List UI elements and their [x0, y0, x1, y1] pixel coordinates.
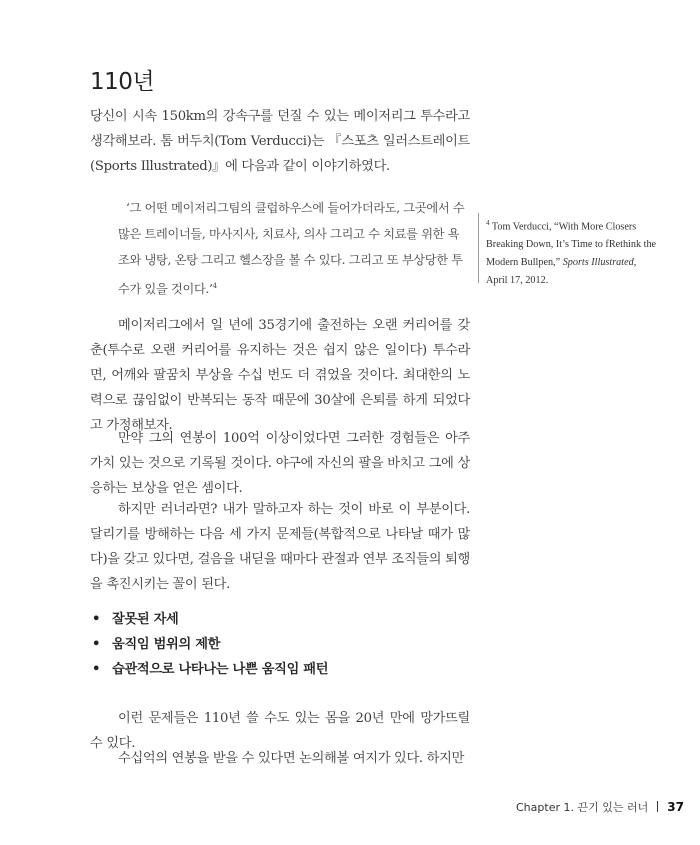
footnote-divider: [478, 213, 479, 283]
bullet-icon: •: [92, 637, 101, 652]
page-footer: [516, 799, 684, 815]
footnote-marker: 4: [486, 219, 490, 227]
page-number: 37: [667, 800, 684, 814]
problem-list: [90, 607, 328, 682]
footnote-reference[interactable]: 4: [212, 282, 217, 290]
body-paragraph: 메이저리그에서 일 년에 35경기에 출전하는 오랜 커리어를 갖춘(투수로 오랜 커리어를 유지하는 것은 쉽지 않은 일이다) 투수라면, 어깨와 팔꿈치 부상을 수십 번도 더 겪었을 것이다. 최대한의 노력으로 끊임없이 반복되는 동작 때문에 30살에 은퇴를 하게 되었다고 가정해보자.: [90, 318, 470, 433]
list-item-text: 움직임 범위의 제한: [112, 637, 221, 652]
block-quote-text: ‘그 어떤 메이저리그팀의 클럽하우스에 들어가더라도, 그곳에서 수많은 트레이너들, 마사지사, 치료사, 의사 그리고 수 치료를 위한 욕조와 냉탕, 온탕 그리고 헬스장을 볼 수 있다. 그리고 또 부상당한 투수가 있을 것이다.’: [118, 201, 465, 297]
list-item-text: 잘못된 자세: [112, 612, 179, 627]
footer-divider: [657, 801, 658, 812]
list-item: [90, 657, 328, 682]
footnote-date: April 17, 2012.: [486, 275, 549, 287]
list-item: [90, 607, 328, 632]
bullet-icon: •: [92, 612, 101, 627]
body-paragraph: 만약 그의 연봉이 100억 이상이었다면 그러한 경험들은 아주 가치 있는 것으로 기록될 것이다. 야구에 자신의 팔을 바치고 그에 상응하는 보상을 얻은 셈이다.: [90, 431, 470, 496]
body-paragraph: 하지만 러너라면? 내가 말하고자 하는 것이 바로 이 부분이다. 달리기를 방해하는 다음 세 가지 문제들(복합적으로 나타날 때가 많다)을 갖고 있다면, 걸음을 내딛을 때마다 관절과 연부 조직들의 퇴행을 촉진시키는 꼴이 된다.: [90, 502, 470, 592]
footnote-text: Tom Verducci, “With More Closers Breaking Down, It’s Time to fRethink the Modern Bullpen,”: [486, 221, 657, 269]
bullet-icon: •: [92, 662, 101, 677]
chapter-label: Chapter 1. 끈기 있는 러너: [516, 801, 649, 814]
section-heading: 110년: [90, 69, 155, 95]
intro-paragraph: 당신이 시속 150km의 강속구를 던질 수 있는 메이저리그 투수라고 생각해보라. 톰 버두치(Tom Verducci)는 『스포츠 일러스트레이트(Sports Illustrated)』에 다음과 같이 이야기하였다.: [90, 109, 470, 174]
block-quote: [118, 195, 468, 302]
footnote: [486, 214, 661, 290]
list-item: [90, 632, 328, 657]
footnote-publication: Sports Illustrated,: [562, 257, 637, 269]
list-item-text: 습관적으로 나타나는 나쁜 움직임 패턴: [112, 662, 329, 677]
body-paragraph: 수십억의 연봉을 받을 수 있다면 논의해볼 여지가 있다. 하지만: [118, 751, 465, 766]
body-paragraph: 이런 문제들은 110년 쓸 수도 있는 몸을 20년 만에 망가뜨릴 수 있다.: [90, 711, 470, 751]
